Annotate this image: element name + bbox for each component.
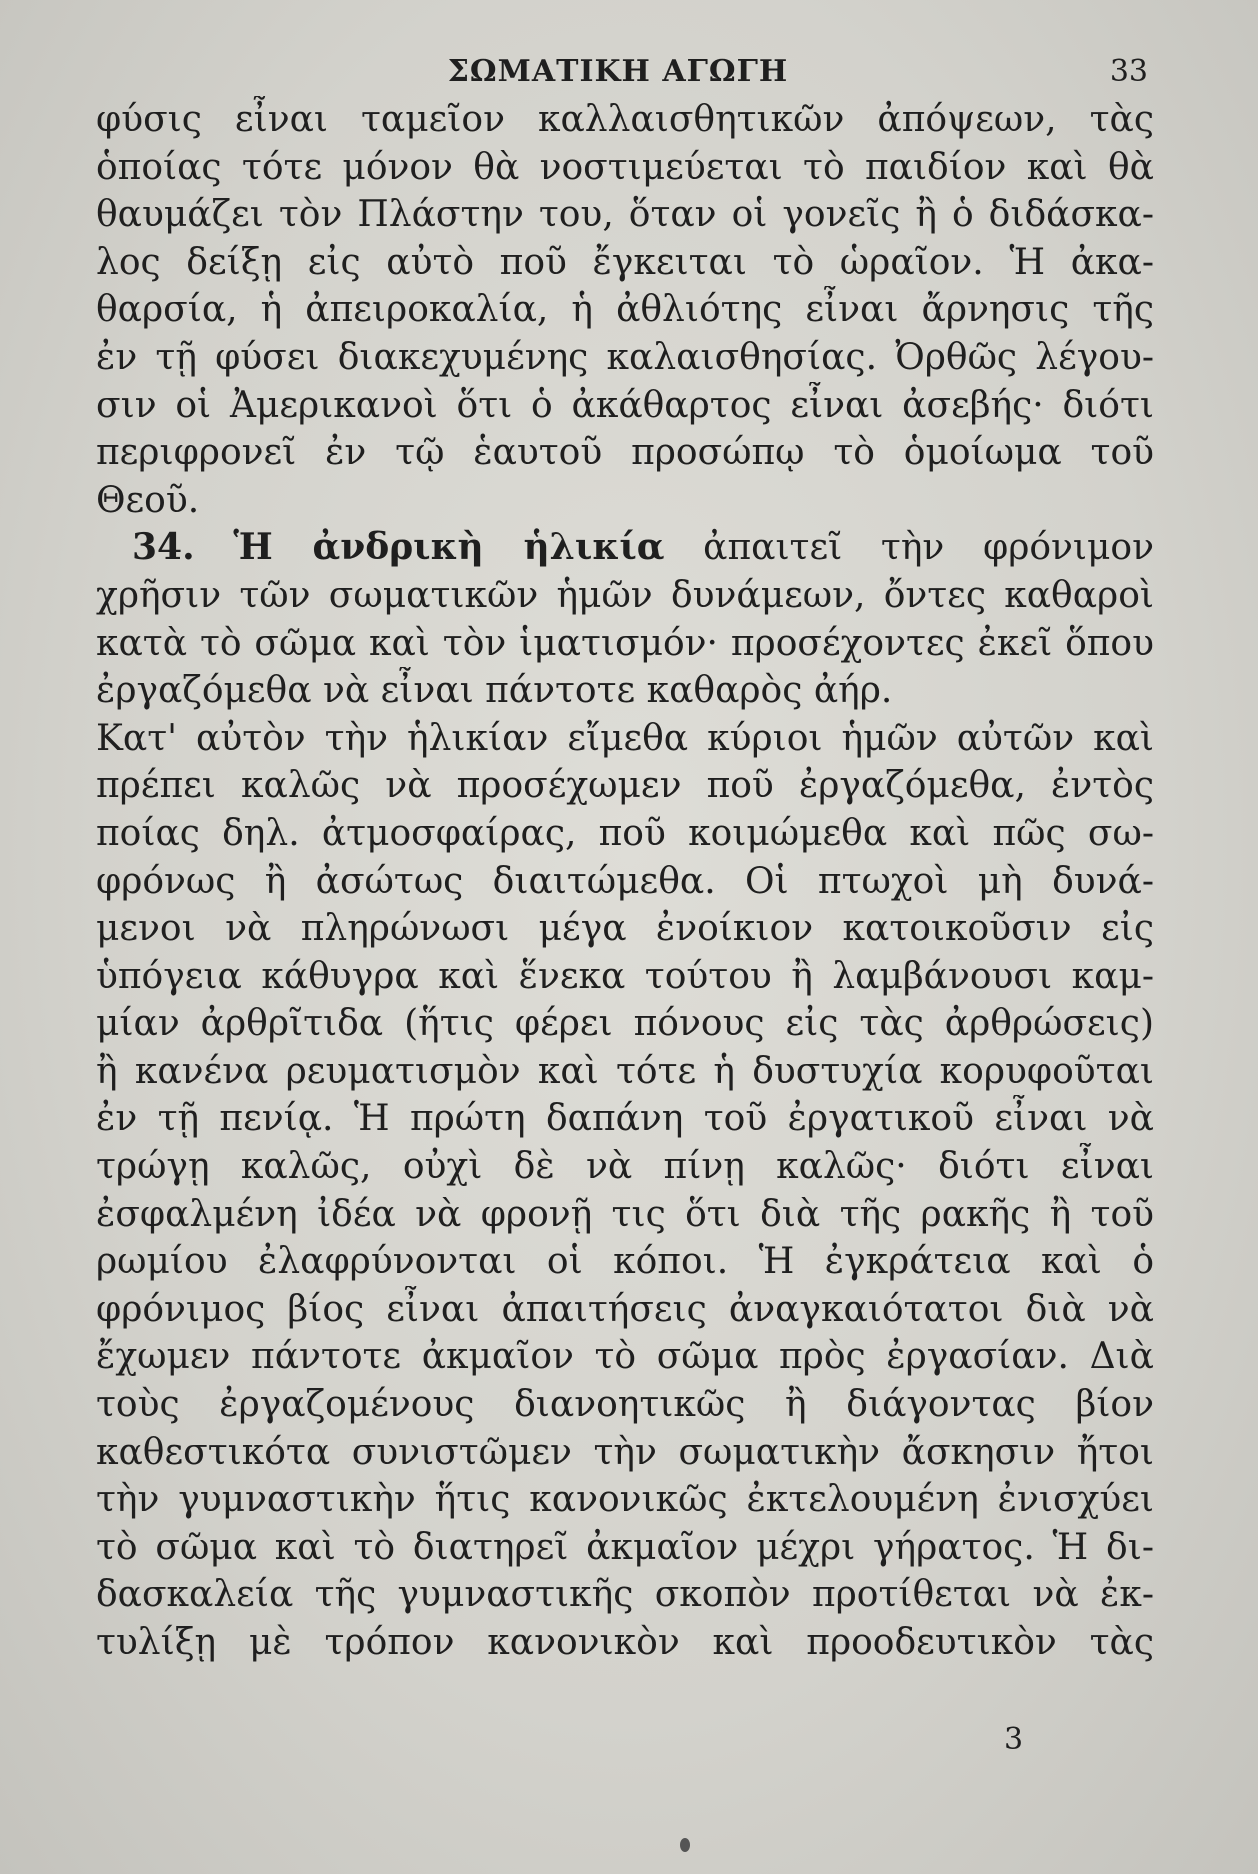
- text-line: τὴν γυμναστικὴν ἥτις κανονικῶς ἐκτελουμένη ἐνισχύει: [96, 1479, 1154, 1521]
- text-line: τυλίξῃ μὲ τρόπον κανονικὸν καὶ προοδευτικὸν τὰς: [96, 1622, 1154, 1663]
- page-header: [88, 54, 1148, 94]
- text-line: φρόνως ἢ ἀσώτως διαιτώμεθα. Οἱ πτωχοὶ μὴ δυνά-: [96, 860, 1154, 902]
- section-heading: Ἡ ἀνδρικὴ ἡλικία: [233, 526, 665, 569]
- section-number: 34.: [132, 526, 195, 569]
- text-line: θαυμάζει τὸν Πλάστην του, ὅταν οἱ γονεῖς ἢ ὁ διδάσκα-: [96, 194, 1154, 236]
- text-line: ἐργαζόμεθα νὰ εἶναι πάντοτε καθαρὸς ἀήρ.: [96, 670, 893, 712]
- text-line: τρώγῃ καλῶς, οὐχὶ δὲ νὰ πίνῃ καλῶς· διότι εἶναι: [96, 1146, 1154, 1188]
- text-line: ἐν τῇ φύσει διακεχυμένης καλαισθησίας. Ὀρθῶς λέγου-: [96, 336, 1154, 378]
- text-line: μίαν ἀρθρῖτιδα (ἥτις φέρει πόνους εἰς τὰς ἀρθρώσεις): [96, 1003, 1154, 1045]
- text-line: θαρσία, ἡ ἀπειροκαλία, ἡ ἀθλιότης εἶναι ἄρνησις τῆς: [96, 289, 1154, 331]
- text-line: Κατ' αὐτὸν τὴν ἡλικίαν εἴμεθα κύριοι ἡμῶν αὐτῶν καὶ: [96, 717, 1154, 759]
- text-line: ἐν τῇ πενίᾳ. Ἡ πρώτη δαπάνη τοῦ ἐργατικοῦ εἶναι νὰ: [96, 1098, 1154, 1140]
- signature-mark: 3: [1004, 1722, 1024, 1757]
- page-number: 33: [1109, 54, 1148, 89]
- text-line: ὁποίας τότε μόνον θὰ νοστιμεύεται τὸ παιδίον καὶ θὰ: [96, 146, 1154, 188]
- text-line: ποίας δηλ. ἀτμοσφαίρας, ποῦ κοιμώμεθα καὶ πῶς σω-: [96, 812, 1154, 854]
- text-line: μενοι νὰ πληρώνωσι μέγα ἐνοίκιον κατοικοῦσιν εἰς: [96, 908, 1154, 950]
- text-line: ἔχωμεν πάντοτε ἀκμαῖον τὸ σῶμα πρὸς ἐργασίαν. Διὰ: [96, 1336, 1154, 1378]
- text-line: πρέπει καλῶς νὰ προσέχωμεν ποῦ ἐργαζόμεθα, ἐντὸς: [96, 765, 1154, 807]
- text-line: ρωμίου ἐλαφρύνονται οἱ κόποι. Ἡ ἐγκράτεια καὶ ὁ: [96, 1241, 1154, 1283]
- text-line: λος δείξῃ εἰς αὐτὸ ποῦ ἔγκειται τὸ ὡραῖον. Ἡ ἀκα-: [96, 241, 1154, 283]
- text-line: Θεοῦ.: [96, 479, 200, 521]
- text-line: τὸ σῶμα καὶ τὸ διατηρεῖ ἀκμαῖον μέχρι γήρατος. Ἡ δι-: [96, 1526, 1154, 1568]
- text-line: ἐσφαλμένη ἰδέα νὰ φρονῇ τις ὅτι διὰ τῆς ρακῆς ἢ τοῦ: [96, 1193, 1154, 1235]
- section-first-line-text: ἀπαιτεῖ τὴν φρόνιμον: [703, 527, 1154, 569]
- running-title: ΣΩΜΑΤΙΚΗ ΑΓΩΓΗ: [447, 54, 789, 89]
- text-line: δασκαλεία τῆς γυμναστικῆς σκοπὸν προτίθεται νὰ ἐκ-: [96, 1574, 1154, 1616]
- text-line: κατὰ τὸ σῶμα καὶ τὸν ἱματισμόν· προσέχοντες ἐκεῖ ὅπου: [96, 622, 1154, 664]
- text-line: χρῆσιν τῶν σωματικῶν ἡμῶν δυνάμεων, ὄντες καθαροὶ: [96, 574, 1154, 616]
- text-line: ὑπόγεια κάθυγρα καὶ ἕνεκα τούτου ἢ λαμβάνουσι καμ-: [96, 955, 1154, 997]
- text-line: καθεστικότα συνιστῶμεν τὴν σωματικὴν ἄσκησιν ἤτοι: [96, 1431, 1154, 1473]
- text-line: τοὺς ἐργαζομένους διανοητικῶς ἢ διάγοντας βίον: [96, 1384, 1154, 1426]
- text-line: φύσις εἶναι ταμεῖον καλλαισθητικῶν ἀπόψεων, τὰς: [96, 99, 1154, 140]
- text-line: ἢ κανένα ρευματισμὸν καὶ τότε ἡ δυστυχία κορυφοῦται: [96, 1050, 1154, 1092]
- binding-hole: [680, 1838, 690, 1852]
- section-first-line: [96, 524, 1154, 572]
- body-text: [96, 96, 1154, 1667]
- text-line: σιν οἱ Ἀμερικανοὶ ὅτι ὁ ἀκάθαρτος εἶναι ἀσεβής· διότι: [96, 384, 1154, 426]
- text-line: περιφρονεῖ ἐν τῷ ἑαυτοῦ προσώπῳ τὸ ὁμοίωμα τοῦ: [96, 432, 1154, 474]
- text-line: φρόνιμος βίος εἶναι ἀπαιτήσεις ἀναγκαιότατοι διὰ νὰ: [96, 1288, 1154, 1330]
